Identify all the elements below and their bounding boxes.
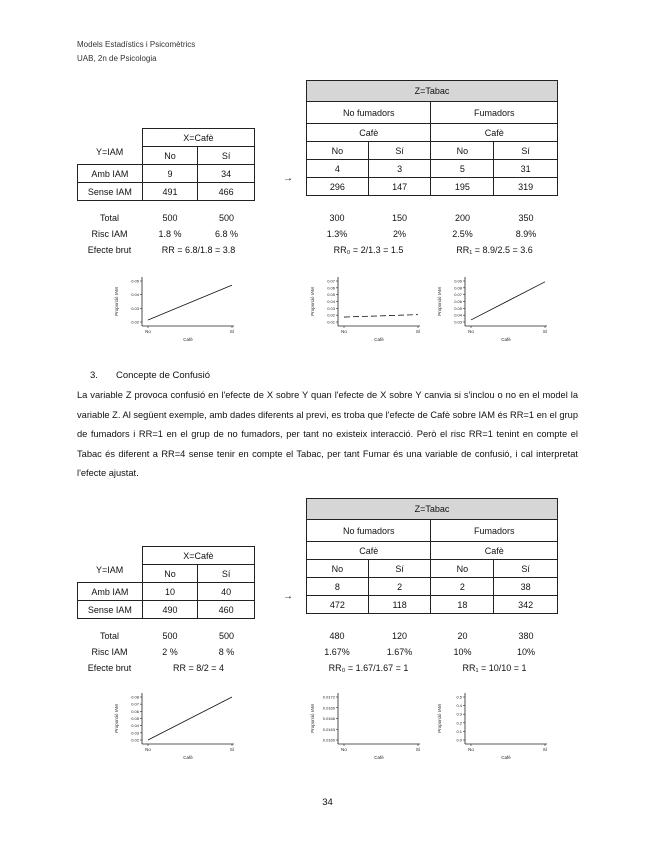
cell: 4 bbox=[307, 160, 369, 178]
chart-3 bbox=[435, 272, 555, 344]
cell: 34 bbox=[198, 165, 255, 183]
cell: 18 bbox=[431, 596, 494, 614]
x-tick-label: No bbox=[468, 329, 474, 334]
y-label: Y=IAM bbox=[95, 146, 124, 157]
series-line bbox=[471, 282, 545, 320]
x-tick-label: Sí bbox=[229, 329, 235, 334]
rr-value: RR = 8/2 = 4 bbox=[172, 663, 225, 673]
col-no: No bbox=[142, 565, 198, 583]
col-no: No bbox=[307, 560, 369, 578]
cell: 40 bbox=[198, 583, 255, 601]
col-si: Sí bbox=[198, 147, 255, 165]
y-tick-label: 0.0169 bbox=[322, 705, 335, 711]
header-title: Models Estadístics i Psicomètrics bbox=[77, 40, 196, 49]
col-no: No bbox=[431, 560, 494, 578]
cell: 490 bbox=[142, 601, 198, 619]
z-title: Z=Tabac bbox=[307, 81, 558, 102]
col-no: No bbox=[307, 142, 369, 160]
chart-2 bbox=[308, 272, 428, 344]
y-tick-label: 0.3 bbox=[456, 711, 462, 717]
cell: 1.8 % bbox=[158, 229, 182, 239]
x-tick-label: No bbox=[341, 329, 347, 334]
rr0-value: RR₀ = 1.67/1.67 = 1 bbox=[328, 663, 409, 673]
cell: 296 bbox=[307, 178, 369, 196]
x-axis-label: Cafè bbox=[374, 755, 384, 760]
cell: 10% bbox=[516, 647, 535, 657]
cell: 120 bbox=[391, 631, 408, 641]
cell: 20 bbox=[457, 631, 468, 641]
y-tick-label: 0.02 bbox=[327, 312, 335, 318]
cell: 200 bbox=[454, 213, 471, 223]
y-tick-label: 0.07 bbox=[454, 292, 462, 298]
rr1-value: RR₁ = 10/10 = 1 bbox=[462, 663, 527, 673]
cafe-label: Cafè bbox=[431, 542, 558, 560]
group-fumadors: Fumadors bbox=[431, 102, 558, 124]
x-tick-label: Sí bbox=[415, 747, 421, 752]
y-tick-label: 0.08 bbox=[131, 694, 139, 700]
chart-5 bbox=[308, 688, 428, 762]
row-sense-label: Sense IAM bbox=[78, 601, 143, 619]
y-tick-label: 0.03 bbox=[454, 319, 462, 325]
col-si: Sí bbox=[368, 142, 431, 160]
y-tick-label: 0.07 bbox=[131, 701, 139, 707]
cell: 2 bbox=[431, 578, 494, 596]
row-amb-label: Amb IAM bbox=[78, 165, 143, 183]
cell: 31 bbox=[494, 160, 558, 178]
col-si: Sí bbox=[494, 142, 558, 160]
x-axis-label: Cafè bbox=[183, 337, 193, 342]
y-tick-label: 0.05 bbox=[131, 716, 139, 721]
group-no-fumadors: No fumadors bbox=[307, 102, 431, 124]
row-amb-label: Amb IAM bbox=[78, 583, 143, 601]
cell: 8.9% bbox=[515, 229, 537, 239]
cafe-label: Cafè bbox=[431, 124, 558, 142]
table-1-z-grid bbox=[306, 80, 558, 196]
cell: 8 bbox=[307, 578, 369, 596]
cell: 380 bbox=[518, 631, 534, 641]
x-axis-label: Cafè bbox=[501, 755, 511, 760]
y-tick-label: 0.1 bbox=[456, 728, 462, 734]
y-tick-label: 0.07 bbox=[327, 278, 335, 284]
cell: 2% bbox=[392, 229, 406, 239]
table-2-z-grid bbox=[306, 498, 558, 614]
cell: 466 bbox=[198, 183, 255, 201]
y-tick-label: 0.06 bbox=[131, 708, 139, 714]
rr0-value: RR₀ = 2/1.3 = 1.5 bbox=[333, 245, 404, 255]
cell: 38 bbox=[494, 578, 558, 596]
series-line bbox=[148, 697, 232, 740]
y-tick-label: 0.06 bbox=[454, 299, 462, 304]
y-tick-label: 0.03 bbox=[131, 305, 139, 311]
y-tick-label: 0.5 bbox=[456, 694, 462, 700]
section-title: Concepte de Confusió bbox=[116, 370, 211, 381]
efecte-label: Efecte brut bbox=[87, 663, 132, 673]
cell: 150 bbox=[391, 213, 408, 223]
y-axis-label: Proporció IAM bbox=[437, 287, 442, 316]
y-tick-label: 0.05 bbox=[454, 305, 462, 311]
cell: 500 bbox=[162, 631, 178, 641]
row-sense-label: Sense IAM bbox=[78, 183, 143, 201]
x-axis-label: Cafè bbox=[501, 337, 511, 342]
y-tick-label: 0.06 bbox=[327, 285, 335, 291]
section-paragraph: La variable Z provoca confusió en l'efecte de X sobre Y quan l'efecte de X sobre Y canvia si s'inclou o no en el model la variable Z. Al següent exemple, amb dades diferents al previ, es troba que l'efecte de Cafè sobre IAM és RR=1 en el grup de fumadors i RR=1 en el grup de no fumadors, per tant no existeix interacció. Però el risc RR=1 tenint en compte el Tabac és diferent a RR=4 sense tenir en compte el Tabac, per tant Fumar és una variable de confusió, i cal interpretat l'efecte ajustat. bbox=[77, 390, 578, 478]
y-tick-label: 0.02 bbox=[131, 737, 139, 743]
col-si: Sí bbox=[198, 565, 255, 583]
total-label: Total bbox=[99, 631, 119, 641]
cell: 6.8 % bbox=[214, 229, 238, 239]
efecte-label: Efecte brut bbox=[87, 245, 132, 255]
y-axis-label: Proporció IAM bbox=[310, 704, 315, 733]
y-tick-label: 0.0172 bbox=[322, 694, 335, 700]
group-fumadors: Fumadors bbox=[431, 520, 558, 542]
x-title: X=Cafè bbox=[142, 547, 254, 565]
cell: 2 % bbox=[162, 647, 178, 657]
cell: 500 bbox=[218, 213, 235, 223]
y-tick-label: 0.04 bbox=[131, 292, 139, 298]
y-tick-label: 0.04 bbox=[327, 299, 335, 304]
z-title: Z=Tabac bbox=[307, 499, 558, 520]
y-tick-label: 0.04 bbox=[131, 723, 139, 729]
x-tick-label: No bbox=[468, 747, 474, 752]
cell: 480 bbox=[329, 631, 345, 641]
cell: 118 bbox=[368, 596, 431, 614]
cell: 3 bbox=[368, 160, 431, 178]
cafe-label: Cafè bbox=[307, 542, 431, 560]
group-no-fumadors: No fumadors bbox=[307, 520, 431, 542]
header-subtitle: UAB, 2n de Psicologia bbox=[77, 54, 157, 63]
cell: 10% bbox=[453, 647, 472, 657]
cell: 350 bbox=[518, 213, 534, 223]
y-tick-label: 0.04 bbox=[454, 312, 462, 318]
chart-4 bbox=[112, 688, 242, 762]
y-tick-label: 0.03 bbox=[131, 730, 139, 736]
chart-6 bbox=[435, 688, 555, 762]
y-axis-label: Proporció IAM bbox=[437, 704, 442, 733]
series-line bbox=[344, 315, 418, 317]
arrow-icon: → bbox=[283, 591, 293, 602]
x-axis-label: Cafè bbox=[183, 755, 193, 760]
col-si: Sí bbox=[494, 560, 558, 578]
col-no: No bbox=[142, 147, 198, 165]
cell: 2 bbox=[368, 578, 431, 596]
y-tick-label: 0.05 bbox=[131, 278, 139, 284]
x-tick-label: No bbox=[341, 747, 347, 752]
cell: 300 bbox=[329, 213, 345, 223]
cell: 1.67% bbox=[386, 647, 413, 657]
cell: 491 bbox=[142, 183, 198, 201]
col-si: Sí bbox=[368, 560, 431, 578]
cell: 9 bbox=[142, 165, 198, 183]
x-tick-label: Sí bbox=[229, 747, 235, 752]
cell: 460 bbox=[198, 601, 255, 619]
cell: 5 bbox=[431, 160, 494, 178]
chart-1 bbox=[112, 272, 242, 344]
cell: 1.67% bbox=[324, 647, 350, 657]
cell: 319 bbox=[494, 178, 558, 196]
y-tick-label: 0.0163 bbox=[322, 726, 335, 732]
x-tick-label: No bbox=[145, 747, 151, 752]
table-2-x-grid bbox=[77, 546, 255, 619]
y-tick-label: 0.01 bbox=[327, 319, 335, 325]
x-tick-label: Sí bbox=[415, 329, 421, 334]
y-label: Y=IAM bbox=[95, 564, 124, 575]
y-tick-label: 0.0166 bbox=[322, 716, 335, 721]
cell: 1.3% bbox=[326, 229, 348, 239]
cafe-label: Cafè bbox=[307, 124, 431, 142]
y-tick-label: 0.09 bbox=[454, 278, 462, 284]
section-number: 3. bbox=[90, 370, 98, 381]
cell: 10 bbox=[142, 583, 198, 601]
cell: 500 bbox=[162, 213, 178, 223]
cell: 195 bbox=[431, 178, 494, 196]
y-tick-label: 0.05 bbox=[327, 292, 335, 298]
y-tick-label: 0.0 bbox=[456, 737, 462, 743]
x-tick-label: Sí bbox=[542, 747, 548, 752]
y-tick-label: 0.03 bbox=[327, 305, 335, 311]
x-tick-label: Sí bbox=[542, 329, 548, 334]
y-tick-label: 0.4 bbox=[456, 703, 462, 709]
col-no: No bbox=[431, 142, 494, 160]
risc-label: Risc IAM bbox=[91, 647, 128, 657]
total-label: Total bbox=[99, 213, 119, 223]
cell: 147 bbox=[368, 178, 431, 196]
table-1-x-grid bbox=[77, 128, 255, 201]
page-number: 34 bbox=[322, 797, 333, 808]
cell: 342 bbox=[494, 596, 558, 614]
x-axis-label: Cafè bbox=[374, 337, 384, 342]
y-tick-label: 0.02 bbox=[131, 319, 139, 325]
cell: 2.5% bbox=[452, 229, 473, 239]
x-title: X=Cafè bbox=[142, 129, 254, 147]
risc-label: Risc IAM bbox=[91, 229, 128, 239]
cell: 500 bbox=[218, 631, 235, 641]
x-tick-label: No bbox=[145, 329, 151, 334]
cell: 472 bbox=[307, 596, 369, 614]
y-axis-label: Proporció IAM bbox=[114, 704, 119, 733]
cell: 8 % bbox=[218, 647, 235, 657]
y-axis-label: Proporció IAM bbox=[310, 287, 315, 316]
y-tick-label: 0.08 bbox=[454, 285, 462, 291]
arrow-icon: → bbox=[283, 173, 293, 184]
series-line bbox=[148, 285, 232, 320]
y-tick-label: 0.0160 bbox=[322, 737, 335, 743]
y-tick-label: 0.2 bbox=[456, 720, 462, 726]
y-axis-label: Proporció IAM bbox=[114, 287, 119, 316]
rr-value: RR = 6.8/1.8 = 3.8 bbox=[161, 245, 236, 255]
rr1-value: RR₁ = 8.9/2.5 = 3.6 bbox=[456, 245, 533, 255]
